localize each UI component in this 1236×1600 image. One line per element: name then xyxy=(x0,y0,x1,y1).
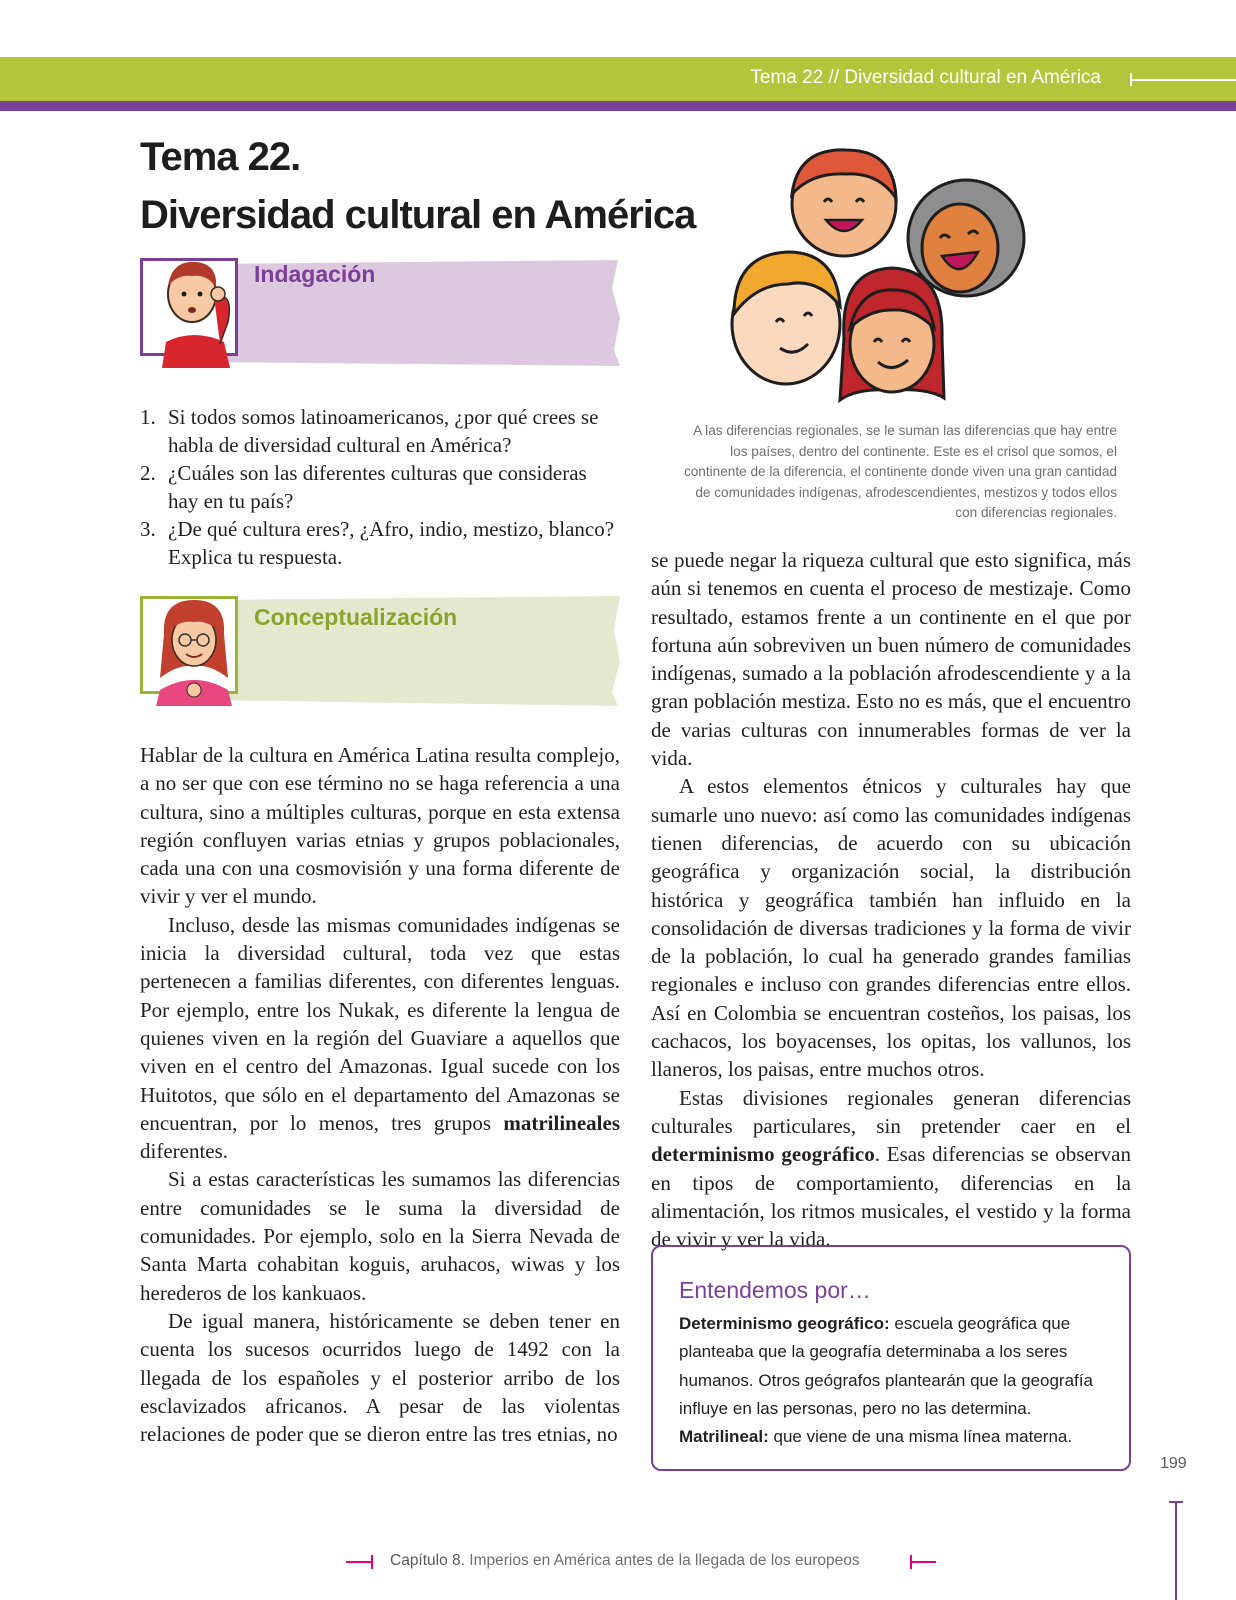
page-number: 199 xyxy=(1160,1455,1187,1472)
question-text: ¿De qué cultura eres?, ¿Afro, indio, mestizo, blanco? Explica tu respuesta. xyxy=(168,517,615,569)
paragraph: se puede negar la riqueza cultural que esto significa, más aún si tenemos en cuenta el proceso de mestizaje. Como resultado, estamos frente a un continente en el que por fortuna aún sobreviven un buen número de comunidades indígenas, sumado a la población afrodescendiente y a la gran población mestiza. Esto no es más, que el encuentro de varias culturas con innumerables formas de ver la vida. xyxy=(651,548,1131,771)
page-title-line2: Diversidad cultural en América xyxy=(140,193,696,237)
conceptualizacion-banner xyxy=(140,596,620,706)
footer-tick-left xyxy=(371,1555,373,1569)
left-column-text xyxy=(140,741,620,1448)
glossary-title: Entendemos por… xyxy=(679,1277,871,1303)
bold-term: determinismo geográfico xyxy=(651,1142,875,1167)
paragraph-text: . Esas diferencias se observan en tipos de comportamiento, diferencias en la alimentación, los ritmos musicales, el vestido y la forma de vivir y ver la vida. xyxy=(651,1142,1131,1252)
footer-chapter: Capítulo 8. xyxy=(390,1552,465,1569)
thinking-boy-icon xyxy=(148,252,240,368)
glossary-term: Determinismo geográfico: xyxy=(679,1314,890,1333)
question-list xyxy=(140,403,620,571)
glossary-definition: escuela geográfica que planteaba que la geografía determinaba a los seres humanos. Otros geógrafos plantearán que la geografía influye en las personas, pero no las determina. xyxy=(679,1314,1093,1418)
question-text: ¿Cuáles son las diferentes culturas que consideras hay en tu país? xyxy=(168,461,587,513)
footer-text xyxy=(390,1552,860,1570)
question-text: Si todos somos latinoamericanos, ¿por qué crees se habla de diversidad cultural en América? xyxy=(168,405,599,457)
image-caption: A las diferencias regionales, se le suman las diferencias que hay entre los países, dentro del continente. Este es el crisol que somos, el continente de la diferencia, el continente donde viven una gran cantidad de comunidades indígenas, afrodescendientes, mestizos y todos ellos con diferencias regionales. xyxy=(683,423,1117,520)
running-title: Tema 22 // Diversidad cultural en América xyxy=(750,67,1101,88)
conceptualizacion-label: Conceptualización xyxy=(254,604,458,630)
footer-mark-left xyxy=(346,1561,372,1563)
paragraph xyxy=(651,1084,1131,1254)
page-title xyxy=(140,128,695,244)
paragraph: De igual manera, históricamente se deben tener en cuenta los sucesos ocurridos luego de 1492 con la llegada de los españoles y el posterior arribo de los esclavizados africanos. A pesar de las violentas relaciones de poder que se dieron entre las tres etnias, no xyxy=(140,1308,620,1447)
header-rule xyxy=(1131,79,1236,81)
indagacion-label: Indagación xyxy=(254,261,376,287)
glossary-entry xyxy=(679,1423,1105,1451)
glossary-definition: que viene de una misma línea materna. xyxy=(773,1427,1073,1447)
paragraph xyxy=(140,911,620,1166)
glossary-entry xyxy=(679,1310,1105,1423)
question-number: 3. xyxy=(140,517,156,541)
page-title-line1: Tema 22. xyxy=(140,135,301,179)
teacher-girl-icon xyxy=(150,594,238,706)
question-item xyxy=(140,403,620,459)
diverse-faces-illustration xyxy=(728,138,1060,412)
paragraph-text: Estas divisiones regionales generan diferencias culturales particulares, sin pretender caer en el xyxy=(651,1085,1131,1138)
question-number: 1. xyxy=(140,405,156,429)
question-item xyxy=(140,515,620,571)
paragraph-text: diferentes. xyxy=(140,1139,229,1164)
paragraph-text: Incluso, desde las mismas comunidades indígenas se inicia la diversidad cultural, toda vez que estas pertenecen a familias diferentes, con diferentes lenguas. Por ejemplo, entre los Nukak, es diferente la lengua de quienes viven en la región del Guaviare a aquellos que viven en el centro del Amazonas. Igual sucede con los Huitotos, que sólo en el departamento del Amazonas se encuentran, por lo menos, tres grupos xyxy=(140,912,620,1135)
footer-mark-right xyxy=(910,1561,936,1563)
glossary-term: Matrilineal: xyxy=(679,1427,769,1447)
question-item xyxy=(140,459,620,515)
paragraph: Hablar de la cultura en América Latina resulta complejo, a no ser que con ese término no se haga referencia a una cultura, sino a múltiples culturas, porque en esta extensa región confluyen varias etnias y grupos poblacionales, cada una con una cosmovisión y una forma diferente de vivir y ver el mundo. xyxy=(140,743,620,909)
face-blond-boy-icon xyxy=(732,252,840,384)
face-redhead-girl-icon xyxy=(840,268,944,400)
right-column-text xyxy=(651,546,1131,1253)
paragraph: A estos elementos étnicos y culturales hay que sumarle uno nuevo: así como las comunidades indígenas tienen diferencias, de acuerdo con su ubicación geográfica y organización social, la distribución histórica y geográfica también han influido en la consolidación de diversas tradiciones y la forma de vivir de la población, lo cual ha generado grandes familias regionales e incluso con grandes diferencias entre ellos. Así en Colombia se encuentran costeños, los paisas, los cachacos, los boyacenses, los opitas, los vallunos, los llaneros, los paisas, entre muchos otros. xyxy=(651,774,1131,1082)
glossary-box xyxy=(651,1245,1131,1471)
indagacion-banner xyxy=(140,258,620,368)
question-number: 2. xyxy=(140,461,156,485)
face-redhead-boy-icon xyxy=(792,150,896,256)
header-band-stripe xyxy=(0,101,1236,111)
paragraph: Si a estas características les sumamos las diferencias entre comunidades se le suma la diversidad de comunidades. Por ejemplo, solo en la Sierra Nevada de Santa Marta cohabitan koguis, aruhacos, wiwas y los herederos de los kankuaos. xyxy=(140,1167,620,1305)
page-marker-line xyxy=(1175,1502,1177,1600)
bold-term: matrilineales xyxy=(503,1110,620,1135)
footer-chapter-title: Imperios en América antes de la llegada de los europeos xyxy=(469,1552,860,1569)
